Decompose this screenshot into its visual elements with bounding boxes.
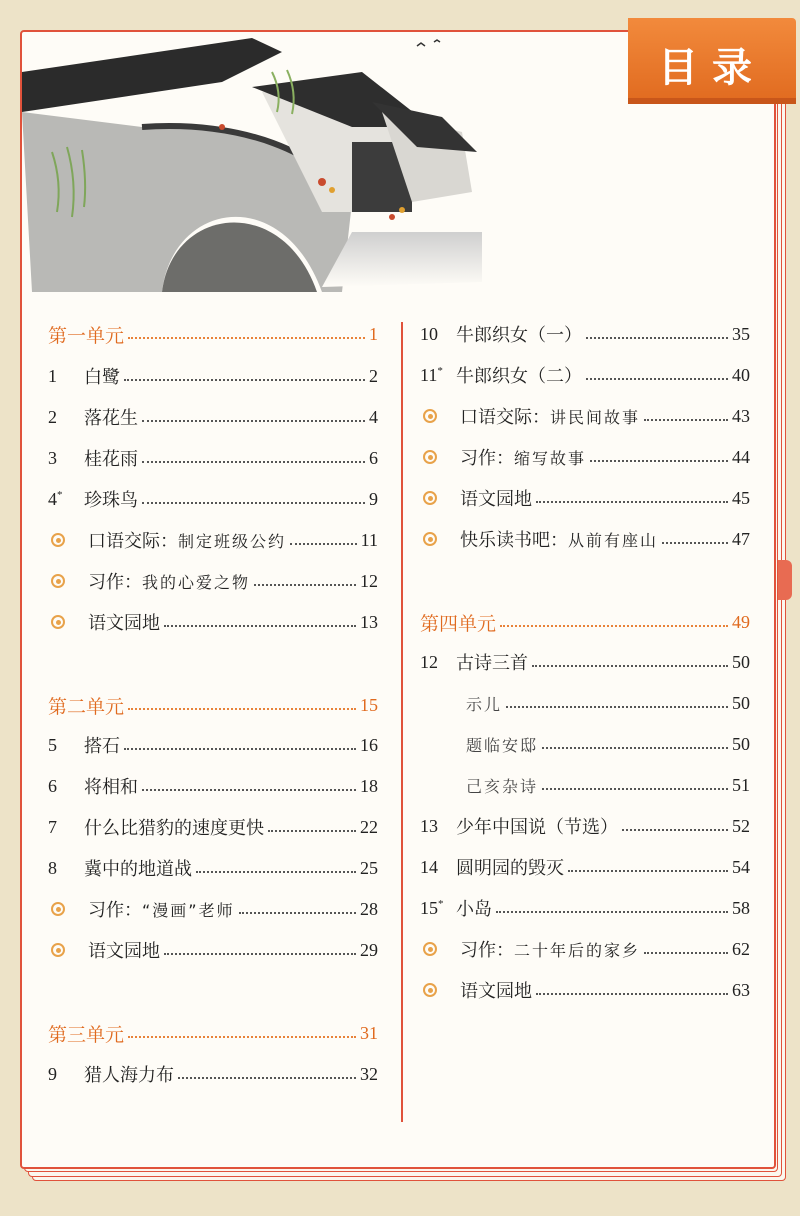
- page-number: 54: [732, 856, 750, 877]
- entry-title: 习作：我的心爱之物: [88, 572, 251, 593]
- page-number: 50: [732, 692, 750, 713]
- leader-dots: [128, 337, 365, 339]
- entry-title: 落花生: [84, 408, 138, 429]
- page-number: 4: [369, 406, 378, 427]
- entry-subtitle: 讲民间故事: [550, 408, 641, 427]
- toc-entry[interactable]: [420, 931, 750, 967]
- page-number: 32: [360, 1063, 378, 1084]
- entry-subtitle: 缩写故事: [514, 449, 587, 468]
- leader-dots: [142, 461, 365, 463]
- lesson-number: 3: [48, 447, 57, 468]
- entry-title: 冀中的地道战: [84, 859, 192, 880]
- entry-title: 语文园地: [88, 613, 160, 634]
- entry-title: 口语交际：讲民间故事: [460, 407, 641, 428]
- toc-entry[interactable]: [48, 604, 378, 640]
- leader-dots: [568, 870, 728, 872]
- page-number: 28: [360, 898, 378, 919]
- leader-dots: [496, 911, 728, 913]
- entry-title: 古诗三首: [456, 653, 528, 674]
- page-number: 45: [732, 487, 750, 508]
- toc-entry[interactable]: [48, 399, 378, 435]
- lesson-number: 11*: [420, 364, 443, 385]
- entry-title: 牛郎织女（二）: [456, 366, 582, 387]
- entry-title: 习作：缩写故事: [460, 448, 587, 469]
- leader-dots: [536, 993, 728, 995]
- leader-dots: [644, 419, 728, 421]
- lesson-number: 14: [420, 856, 438, 877]
- unit-heading[interactable]: [48, 316, 378, 352]
- bullet-circle-icon: [423, 532, 437, 546]
- lesson-number: 1: [48, 365, 57, 386]
- entry-subtitle: 我的心爱之物: [142, 573, 251, 592]
- page-number: 47: [732, 528, 750, 549]
- leader-dots: [239, 912, 356, 914]
- entry-title: 第三单元: [48, 1023, 125, 1046]
- leader-dots: [128, 1036, 356, 1038]
- unit-heading[interactable]: [48, 687, 378, 723]
- leader-dots: [128, 708, 356, 710]
- bullet-circle-icon: [51, 533, 65, 547]
- entry-title: 牛郎织女（一）: [456, 325, 582, 346]
- entry-title: 圆明园的毁灭: [456, 858, 564, 879]
- entry-subtitle: 从前有座山: [568, 531, 659, 550]
- bullet-circle-icon: [51, 902, 65, 916]
- toc-entry[interactable]: [420, 316, 750, 352]
- page-number: 16: [360, 734, 378, 755]
- toc-entry[interactable]: [48, 1056, 378, 1092]
- toc-entry[interactable]: [420, 972, 750, 1008]
- page-number: 43: [732, 405, 750, 426]
- page-number: 40: [732, 364, 750, 385]
- toc-entry[interactable]: [420, 726, 750, 762]
- toc-entry[interactable]: [48, 522, 378, 558]
- toc-entry[interactable]: [48, 768, 378, 804]
- entry-title: 小岛: [456, 899, 492, 920]
- entry-subtitle: “漫画”老师: [142, 901, 235, 920]
- toc-entry[interactable]: [48, 809, 378, 845]
- page-number: 22: [360, 816, 378, 837]
- leader-dots: [142, 789, 356, 791]
- lesson-number: 7: [48, 816, 57, 837]
- leader-dots: [196, 871, 356, 873]
- lesson-number: 12: [420, 651, 438, 672]
- toc-entry[interactable]: [48, 932, 378, 968]
- leader-dots: [586, 337, 728, 339]
- entry-title: 示儿: [466, 694, 503, 714]
- page-number: 9: [369, 488, 378, 509]
- page-title: 目录: [658, 45, 766, 91]
- lesson-number: 9: [48, 1063, 57, 1084]
- leader-dots: [142, 502, 365, 504]
- entry-title: 将相和: [84, 777, 138, 798]
- toc-entry[interactable]: [420, 849, 750, 885]
- toc-entry[interactable]: [420, 521, 750, 557]
- page-number: 6: [369, 447, 378, 468]
- leader-dots: [662, 542, 728, 544]
- bullet-circle-icon: [51, 574, 65, 588]
- page-edge-tab: [778, 560, 792, 600]
- leader-dots: [644, 952, 728, 954]
- entry-subtitle: 二十年后的家乡: [514, 941, 641, 960]
- page-number: 58: [732, 897, 750, 918]
- leader-dots: [506, 706, 728, 708]
- unit-heading[interactable]: [48, 1015, 378, 1051]
- toc-entry[interactable]: [48, 727, 378, 763]
- toc-entry[interactable]: [420, 685, 750, 721]
- toc-entry[interactable]: [48, 358, 378, 394]
- lesson-number: 4*: [48, 488, 63, 509]
- leader-dots: [536, 501, 728, 503]
- leader-dots: [586, 378, 728, 380]
- page-number: 18: [360, 775, 378, 796]
- entry-title: 题临安邸: [466, 735, 539, 755]
- bullet-circle-icon: [423, 409, 437, 423]
- entry-title: 搭石: [84, 736, 120, 757]
- entry-title: 珍珠鸟: [84, 490, 138, 511]
- entry-title: 第四单元: [420, 612, 497, 635]
- toc-entry[interactable]: [420, 890, 750, 926]
- self-study-star: *: [438, 897, 444, 910]
- page-number: 52: [732, 815, 750, 836]
- page-number: 2: [369, 365, 378, 386]
- entry-title: 白鹭: [84, 367, 120, 388]
- lesson-number: 13: [420, 815, 438, 836]
- toc-entry[interactable]: [420, 644, 750, 680]
- column-divider: [401, 322, 403, 1122]
- bullet-circle-icon: [423, 491, 437, 505]
- bullet-circle-icon: [423, 450, 437, 464]
- page-number: 62: [732, 938, 750, 959]
- page-number: 49: [732, 611, 750, 632]
- ink-bridge-illustration: [22, 32, 482, 292]
- toc-entry[interactable]: [420, 398, 750, 434]
- toc-entry[interactable]: [420, 767, 750, 803]
- leader-dots: [268, 830, 356, 832]
- page-number: 12: [360, 570, 378, 591]
- page-number: 35: [732, 323, 750, 344]
- entry-title: 猎人海力布: [84, 1065, 174, 1086]
- self-study-star: *: [437, 364, 443, 377]
- entry-title: 快乐读书吧：从前有座山: [460, 530, 659, 551]
- page-number: 31: [360, 1022, 378, 1043]
- leader-dots: [542, 788, 728, 790]
- entry-title: 桂花雨: [84, 449, 138, 470]
- page-number: 51: [732, 774, 750, 795]
- entry-title: 语文园地: [88, 941, 160, 962]
- entry-title: 语文园地: [460, 489, 532, 510]
- page-number: 25: [360, 857, 378, 878]
- toc-entry[interactable]: [48, 481, 378, 517]
- toc-entry[interactable]: [48, 850, 378, 886]
- leader-dots: [532, 665, 728, 667]
- bullet-circle-icon: [423, 983, 437, 997]
- entry-title: 语文园地: [460, 981, 532, 1002]
- lesson-number: 2: [48, 406, 57, 427]
- bullet-circle-icon: [51, 615, 65, 629]
- leader-dots: [290, 543, 357, 545]
- entry-title: 习作：二十年后的家乡: [460, 940, 641, 961]
- entry-subtitle: 制定班级公约: [178, 532, 287, 551]
- entry-title: 第一单元: [48, 324, 125, 347]
- page-number: 63: [732, 979, 750, 1000]
- page-number: 11: [360, 529, 378, 550]
- title-tab: [628, 18, 796, 104]
- leader-dots: [178, 1077, 356, 1079]
- lesson-number: 8: [48, 857, 57, 878]
- lesson-number: 6: [48, 775, 57, 796]
- leader-dots: [542, 747, 728, 749]
- unit-heading[interactable]: [420, 604, 750, 640]
- self-study-star: *: [57, 488, 63, 501]
- toc-entry[interactable]: [420, 480, 750, 516]
- entry-title: 第二单元: [48, 695, 125, 718]
- leader-dots: [142, 420, 365, 422]
- leader-dots: [500, 625, 728, 627]
- page-number: 44: [732, 446, 750, 467]
- entry-title: 习作：“漫画”老师: [88, 900, 235, 921]
- entry-title: 少年中国说（节选）: [456, 817, 618, 838]
- leader-dots: [164, 953, 356, 955]
- entry-title: 口语交际：制定班级公约: [88, 531, 287, 552]
- toc-entry[interactable]: [48, 891, 378, 927]
- bullet-circle-icon: [51, 943, 65, 957]
- leader-dots: [622, 829, 728, 831]
- leader-dots: [124, 379, 365, 381]
- leader-dots: [124, 748, 356, 750]
- lesson-number: 15*: [420, 897, 444, 918]
- toc-entry[interactable]: [48, 440, 378, 476]
- entry-title: 己亥杂诗: [466, 776, 539, 796]
- leader-dots: [590, 460, 728, 462]
- lesson-number: 10: [420, 323, 438, 344]
- page-number: 29: [360, 939, 378, 960]
- toc-entry[interactable]: [48, 563, 378, 599]
- page-number: 50: [732, 651, 750, 672]
- toc-entry[interactable]: [420, 357, 750, 393]
- lesson-number: 5: [48, 734, 57, 755]
- entry-title: 什么比猎豹的速度更快: [84, 818, 264, 839]
- leader-dots: [164, 625, 356, 627]
- page-number: 13: [360, 611, 378, 632]
- leader-dots: [254, 584, 356, 586]
- toc-entry[interactable]: [420, 439, 750, 475]
- page-number: 1: [369, 323, 378, 344]
- page-number: 50: [732, 733, 750, 754]
- toc-entry[interactable]: [420, 808, 750, 844]
- bullet-circle-icon: [423, 942, 437, 956]
- page-number: 15: [360, 694, 378, 715]
